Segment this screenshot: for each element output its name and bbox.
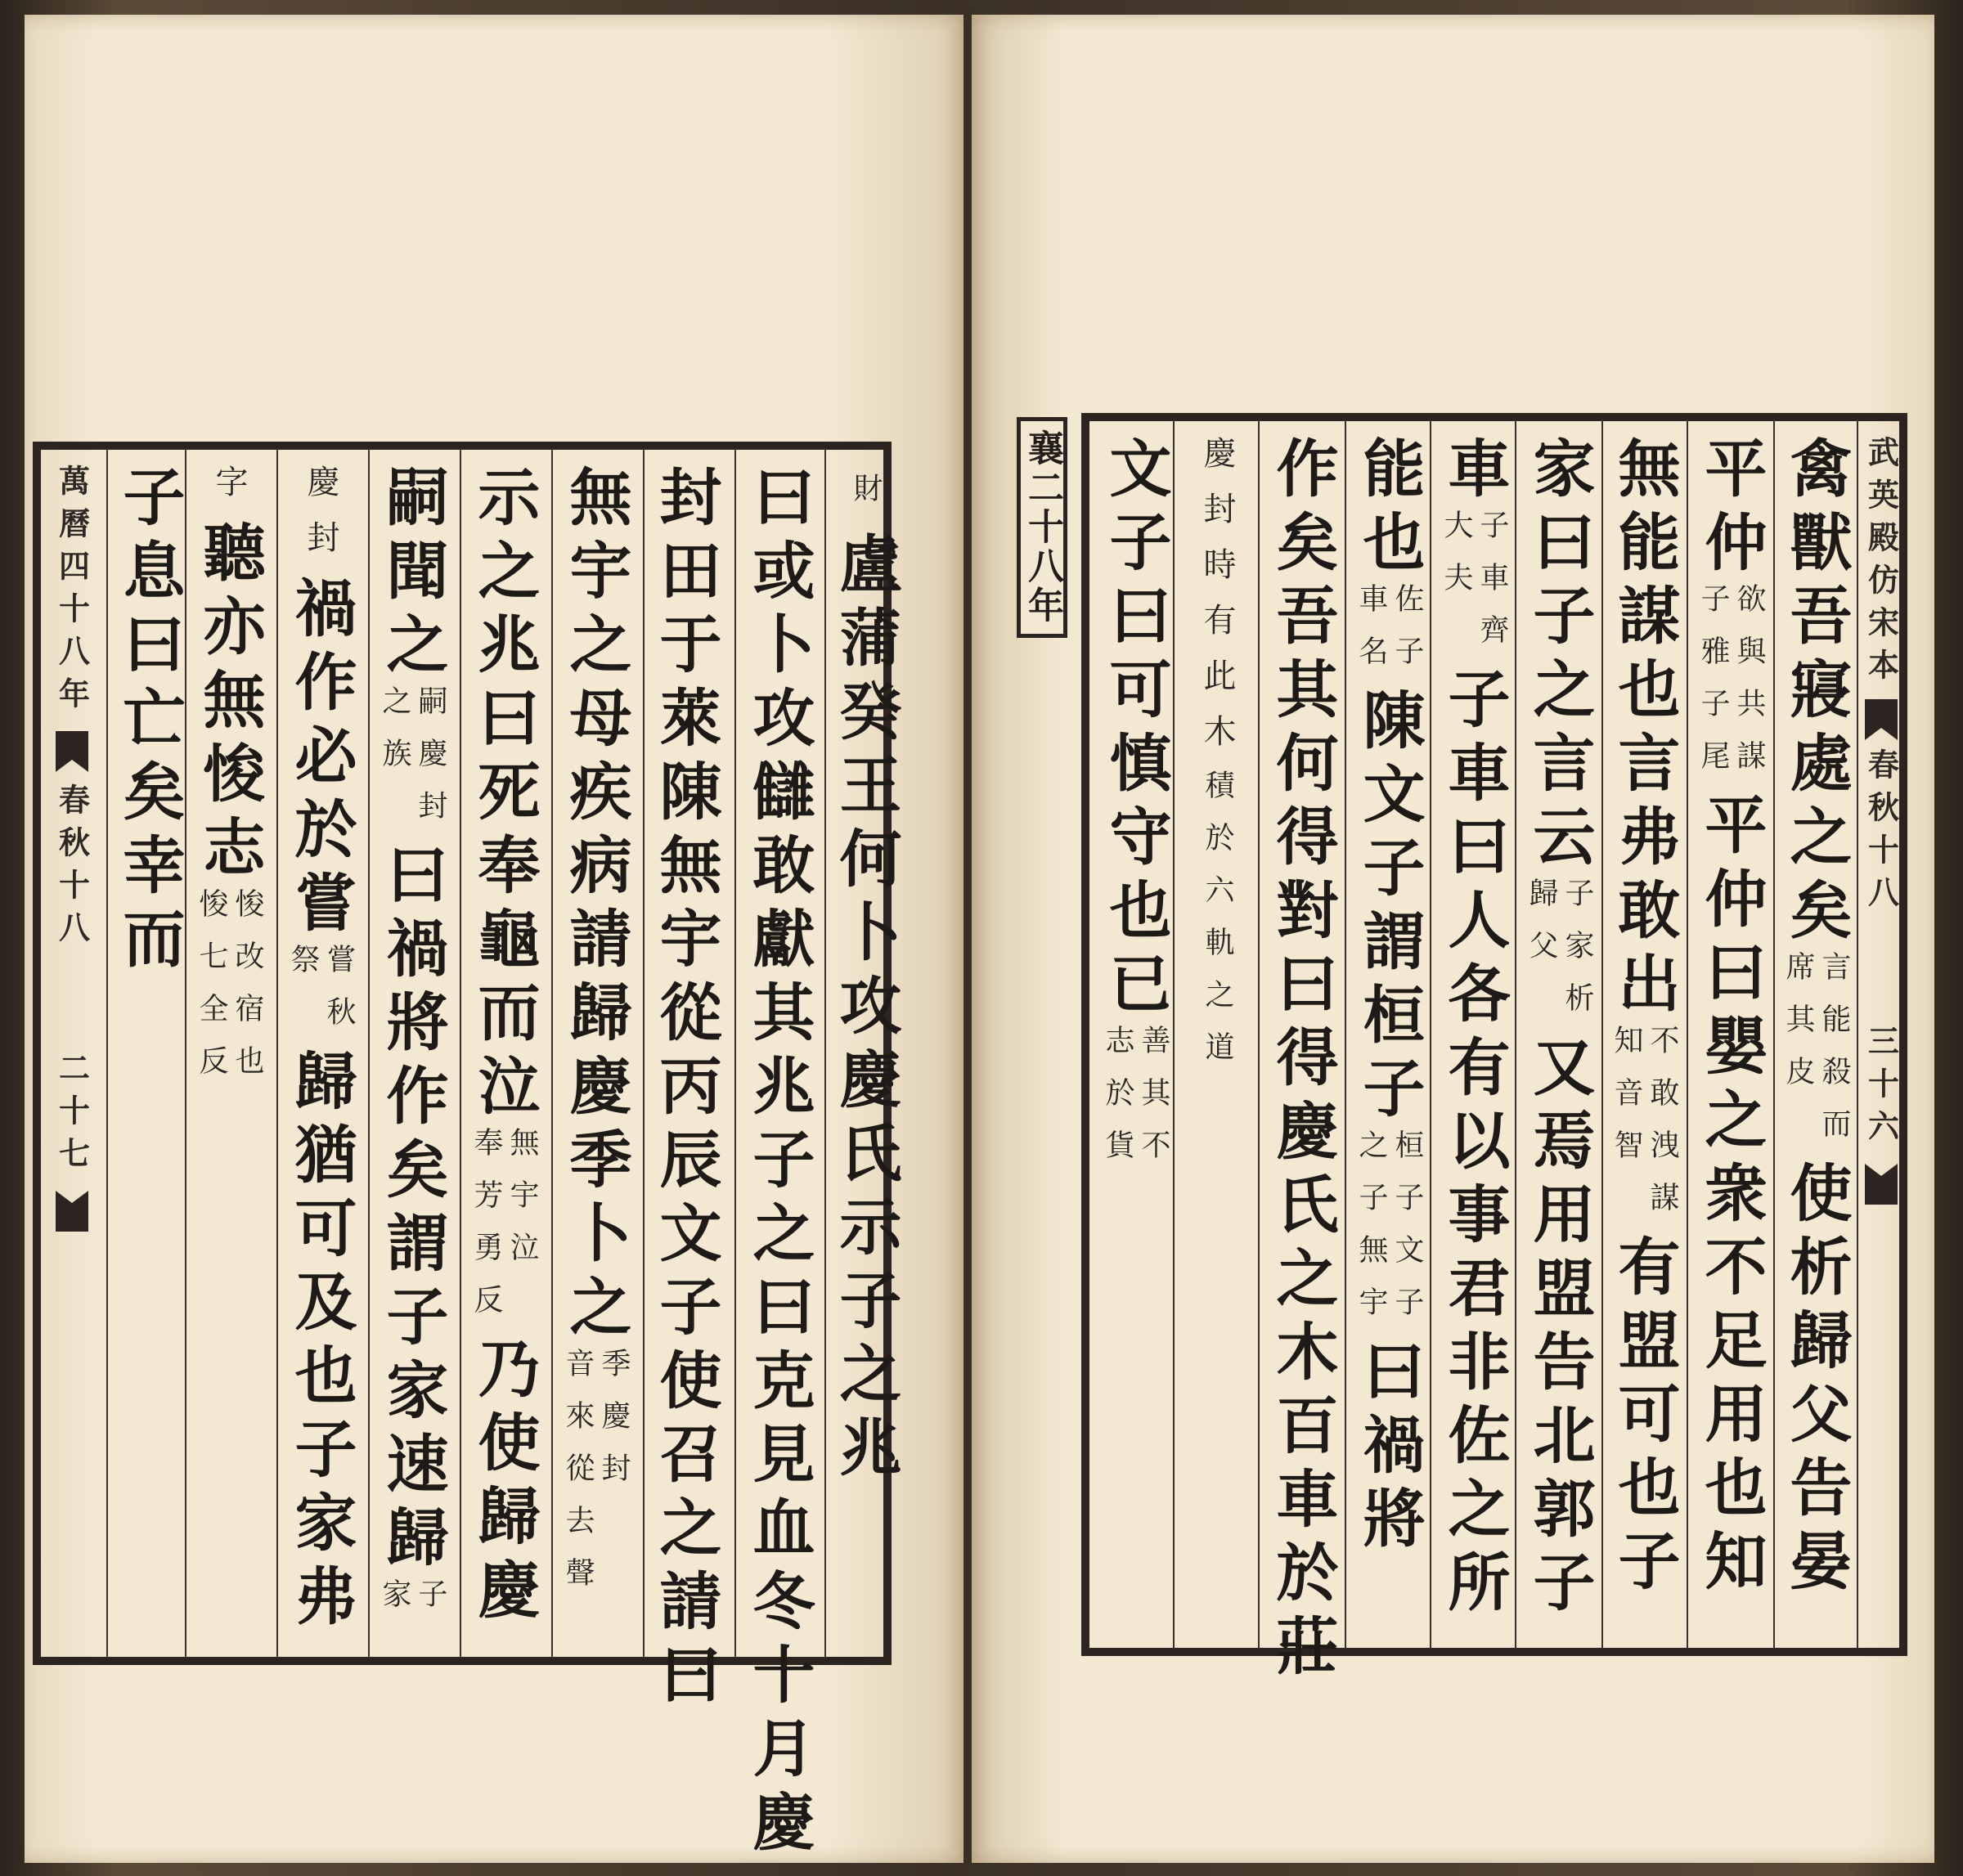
text-column [1691, 436, 1770, 1602]
text-column [190, 465, 268, 1097]
text-column [556, 465, 635, 1609]
year-tab [1017, 417, 1067, 638]
note-text: 嗣慶封 [414, 685, 447, 842]
note-text: 欲與共謀 [1732, 583, 1766, 792]
column-rule [1601, 420, 1603, 1649]
note-text: 大夫 [1440, 509, 1473, 614]
note-text: 車名 [1354, 583, 1388, 688]
margin-page-number: 二十七 [53, 1052, 91, 1179]
margin-section: 春秋十八 [53, 783, 91, 954]
note-pair [1696, 583, 1765, 792]
margin-title: 萬曆四十八年 [53, 465, 91, 720]
fish-tail-mark [56, 1191, 88, 1232]
note-text: 知音智 [1610, 1025, 1643, 1182]
left-text-frame [33, 442, 902, 1863]
note-pair [195, 888, 263, 1097]
note-text: 歸父 [1525, 877, 1558, 982]
note-pair [561, 1348, 630, 1609]
note-pair [378, 1578, 447, 1631]
main-text: 盧蒲癸王何卜攻慶氏示子之兆 [829, 532, 902, 1488]
text-column [1096, 436, 1175, 1182]
note-text: 席其皮 [1781, 951, 1815, 1108]
note-text: 言能殺而 [1817, 951, 1851, 1160]
main-text: 又焉用盟告北郭子 [1523, 1034, 1596, 1623]
margin-title: 武英殿仿宋本 [1862, 436, 1900, 691]
note-pair [1525, 877, 1593, 1034]
note-text: 財 [849, 473, 883, 525]
note-text: 不敢洩謀 [1646, 1025, 1679, 1234]
text-column [1435, 436, 1513, 1623]
note-text: 之子無宇 [1354, 1129, 1388, 1339]
note-text: 家 [378, 1578, 411, 1631]
main-text: 有盟可也子 [1608, 1234, 1681, 1602]
column-rule [1430, 420, 1431, 1649]
note-pair [1781, 951, 1850, 1160]
column-rule [1773, 420, 1775, 1649]
note-pair [469, 1127, 538, 1336]
note-text: 子 [414, 1578, 447, 1631]
text-column [110, 465, 188, 980]
note-text: 悛改宿也 [231, 888, 264, 1097]
main-text: 子車曰人各有以事君非佐之所 [1438, 666, 1511, 1623]
main-text: 無能謀也言弗敢出 [1608, 436, 1681, 1025]
main-text: 子息曰亡矣幸而 [113, 465, 186, 980]
note-text: 子雅子尾 [1696, 583, 1730, 792]
main-text: 聽亦無悛志 [193, 520, 266, 888]
note-text: 無宇泣 [505, 1127, 539, 1284]
column-rule [1345, 420, 1346, 1649]
note-pair [1101, 1025, 1170, 1182]
note-text: 子家析 [1561, 877, 1594, 1034]
note-pair [286, 944, 355, 1048]
note-pair [1354, 583, 1423, 688]
text-column [646, 465, 725, 1716]
note-text: 佐子 [1390, 583, 1424, 688]
note-text: 祭 [286, 944, 320, 996]
note-text: 慶封 [302, 465, 339, 576]
text-column [739, 465, 818, 1863]
main-text: 能也 [1353, 436, 1426, 583]
main-text: 陳文子謂桓子 [1353, 688, 1426, 1129]
column-rule [106, 448, 108, 1658]
main-text: 曰禍將 [1353, 1339, 1426, 1560]
main-text: 平仲曰嬰之衆不足用也知 [1695, 792, 1768, 1602]
note-text: 悛七全反 [195, 888, 228, 1097]
column-rule [551, 448, 553, 1658]
column-rule [1258, 420, 1260, 1649]
main-text: 歸猶可及也子家弗 [285, 1048, 357, 1637]
note-text: 桓子文子 [1390, 1129, 1424, 1339]
note-pair [378, 685, 447, 842]
column-rule [734, 448, 736, 1658]
note-text: 季慶封 [597, 1348, 631, 1505]
note-text: 積於六軌之道 [1201, 770, 1234, 1084]
fish-tail-mark [1865, 1164, 1898, 1205]
note-pair [1354, 1129, 1423, 1339]
text-column [1605, 436, 1683, 1602]
note-pair [1610, 1025, 1678, 1234]
note-text: 之族 [378, 685, 411, 790]
note-text: 奉芳勇反 [469, 1127, 503, 1336]
main-text: 禍作必於嘗 [285, 576, 357, 944]
text-column [1263, 436, 1341, 1687]
main-text: 文子曰可慎守也已 [1099, 436, 1172, 1025]
main-text: 曰禍將作矣謂子家速歸 [376, 842, 449, 1578]
column-rule [643, 448, 645, 1658]
main-text: 嗣聞之 [376, 465, 449, 685]
main-text: 車 [1438, 436, 1511, 509]
text-column [826, 473, 905, 1488]
year-tab-label: 襄二十八年 [1022, 429, 1063, 626]
main-text: 乃使歸慶 [468, 1336, 541, 1631]
fish-tail-mark [56, 731, 88, 772]
text-column [465, 465, 543, 1631]
note-text: 音來從去聲 [561, 1348, 595, 1609]
left-margin-strip [51, 465, 93, 1642]
column-rule [1515, 420, 1516, 1649]
main-text: 封田于萊陳無宇從丙辰文子使召之請曰 [649, 465, 722, 1716]
column-rule [368, 448, 370, 1658]
main-text: 禽獸吾寢處之矣 [1780, 436, 1853, 951]
text-column [1777, 436, 1855, 1602]
note-text: 字 [210, 465, 248, 520]
margin-section: 春秋十八 [1862, 748, 1900, 918]
main-text: 家曰子之言云 [1523, 436, 1596, 877]
column-rule [276, 448, 278, 1658]
right-text-frame [1081, 413, 1907, 1687]
main-text: 示之兆曰死奉龜而泣 [468, 465, 541, 1127]
text-column [1178, 436, 1256, 1084]
margin-page-number: 三十六 [1862, 1025, 1900, 1152]
fish-tail-mark [1865, 699, 1898, 740]
note-text: 慶封時有此木 [1198, 436, 1236, 770]
text-column [1520, 436, 1598, 1623]
text-column [281, 465, 360, 1637]
note-pair [1440, 509, 1508, 666]
main-text: 曰或卜攻讎敢獻其兆子之曰克見血冬十月慶 [743, 465, 815, 1863]
column-rule [460, 448, 461, 1658]
text-column [1350, 436, 1428, 1560]
note-text: 嘗秋 [322, 944, 356, 1048]
main-text: 無宇之母疾病請歸慶季卜之 [559, 465, 632, 1348]
column-rule [1687, 420, 1688, 1649]
book-gutter [964, 8, 972, 1865]
note-text: 志於貨 [1101, 1025, 1134, 1182]
text-column [373, 465, 451, 1631]
right-margin-strip [1860, 436, 1902, 1597]
note-text: 善其不 [1137, 1025, 1170, 1182]
main-text: 使析歸父告晏 [1780, 1160, 1853, 1602]
main-text: 作矣吾其何得對曰得慶氏之木百車於莊 [1266, 436, 1339, 1687]
note-pair [1201, 770, 1233, 1084]
note-text: 子車齊 [1476, 509, 1509, 666]
main-text: 平仲 [1695, 436, 1768, 583]
